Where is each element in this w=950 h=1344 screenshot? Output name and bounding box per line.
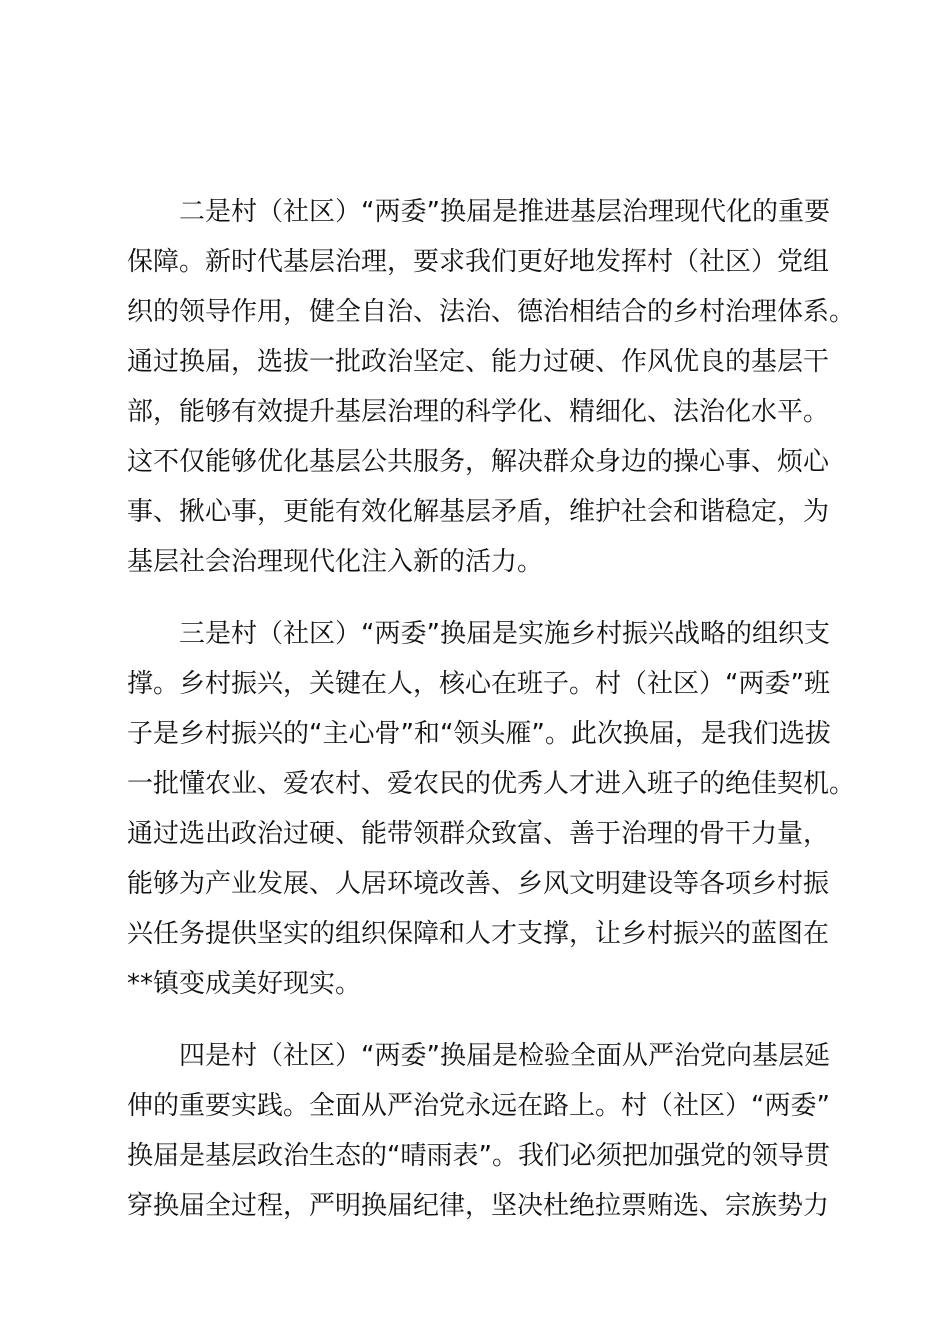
text-line: 部，能够有效提升基层治理的科学化、精细化、法治化水平。 [127, 397, 830, 427]
paragraph-governance [127, 187, 856, 587]
text-line: 通过选出政治过硬、能带领群众致富、善于治理的骨干力量， [127, 819, 830, 849]
text-line: 通过换届，选拔一批政治坚定、能力过硬、作风优良的基层干 [127, 347, 830, 377]
paragraph-rural-revitalization [127, 609, 856, 1009]
text-line: 一批懂农业、爱农村、爱农民的优秀人才进入班子的绝佳契机。 [127, 769, 856, 799]
text-line: **镇变成美好现实。 [127, 969, 362, 999]
text-line: 保障。新时代基层治理，要求我们更好地发挥村（社区）党组 [127, 247, 830, 277]
paragraph-party-discipline [127, 1031, 830, 1231]
text-line: 换届是基层政治生态的“晴雨表”。我们必须把加强党的领导贯 [127, 1141, 830, 1171]
text-line: 子是乡村振兴的“主心骨”和“领头雁”。此次换届，是我们选拔 [127, 719, 831, 749]
text-line: 织的领导作用，健全自治、法治、德治相结合的乡村治理体系。 [127, 297, 856, 327]
text-line: 事、揪心事，更能有效化解基层矛盾，维护社会和谐稳定，为 [127, 497, 830, 527]
text-line: 兴任务提供坚实的组织保障和人才支撑，让乡村振兴的蓝图在 [127, 919, 830, 949]
text-line: 三是村（社区）“两委”换届是实施乡村振兴战略的组织支 [179, 619, 830, 649]
text-line: 能够为产业发展、人居环境改善、乡风文明建设等各项乡村振 [127, 869, 830, 899]
text-line: 基层社会治理现代化注入新的活力。 [127, 547, 544, 577]
text-line: 穿换届全过程，严明换届纪律，坚决杜绝拉票贿选、宗族势力 [127, 1191, 830, 1221]
text-line: 伸的重要实践。全面从严治党永远在路上。村（社区）“两委” [127, 1091, 830, 1121]
text-line: 这不仅能够优化基层公共服务，解决群众身边的操心事、烦心 [127, 447, 830, 477]
text-line: 四是村（社区）“两委”换届是检验全面从严治党向基层延 [179, 1041, 830, 1071]
text-line: 二是村（社区）“两委”换届是推进基层治理现代化的重要 [179, 197, 830, 227]
text-line: 撑。乡村振兴，关键在人，核心在班子。村（社区）“两委”班 [127, 669, 830, 699]
document-body [127, 187, 856, 1253]
